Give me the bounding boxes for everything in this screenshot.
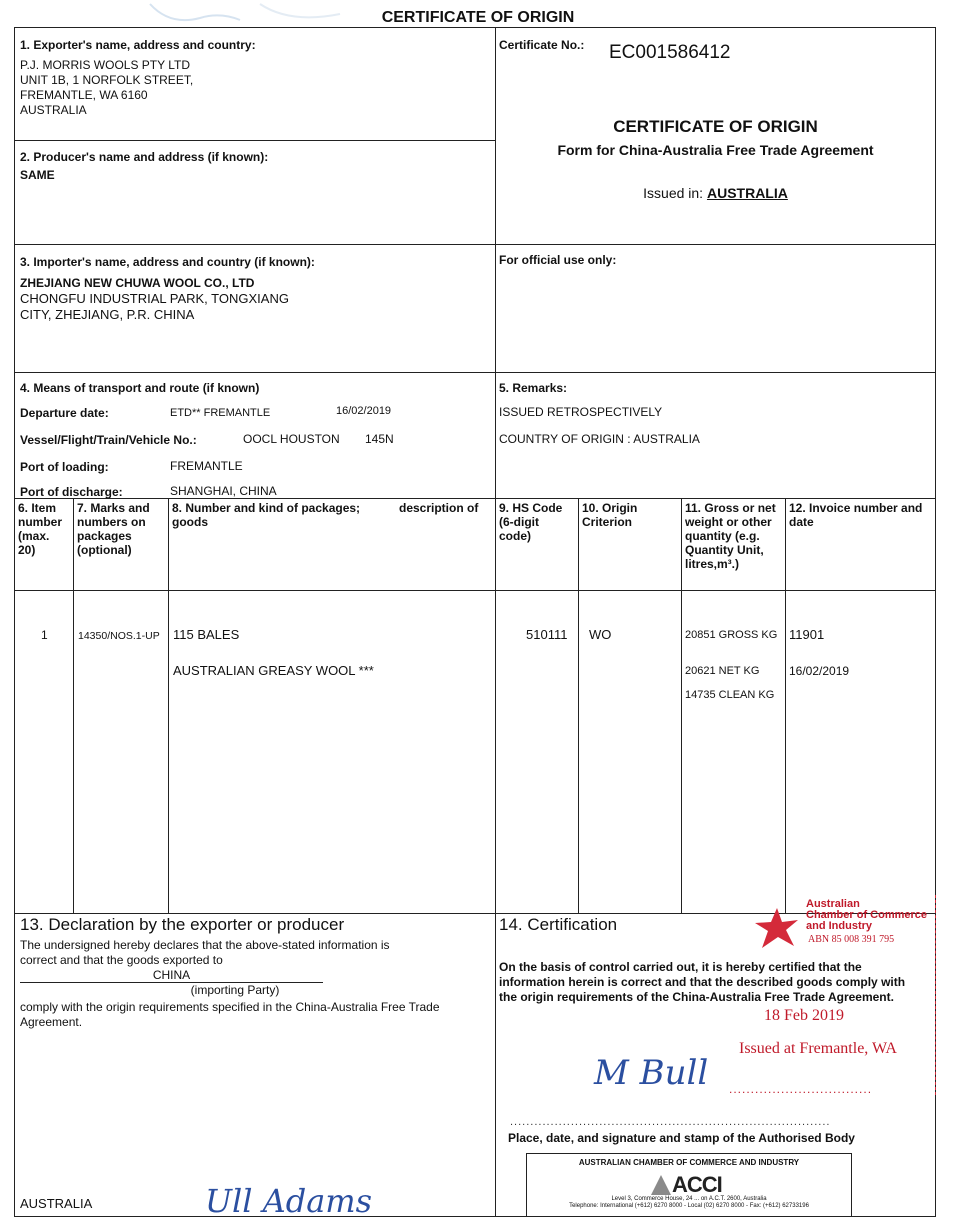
remarks-line: COUNTRY OF ORIGIN : AUSTRALIA	[499, 432, 700, 446]
acci-logo-icon	[650, 1174, 672, 1196]
exporter-line: AUSTRALIA	[20, 103, 87, 117]
dotted-line: .................................	[729, 1082, 873, 1096]
issued-in	[495, 185, 936, 202]
page-title: CERTIFICATE OF ORIGIN	[381, 9, 575, 26]
divider	[495, 27, 496, 503]
authorised-signature: M Bull	[594, 1053, 709, 1093]
certification-date: 18 Feb 2019	[764, 1007, 844, 1024]
discharge-value: SHANGHAI, CHINA	[170, 484, 277, 498]
signature-dotted-line: ...............................................................................	[510, 1116, 831, 1128]
stamp-line: Australian	[806, 898, 860, 910]
item-invoice-date: 16/02/2019	[789, 664, 850, 678]
divider	[681, 498, 682, 913]
certificate-form: Form for China-Australia Free Trade Agreement	[557, 142, 874, 158]
certificate-no-value: EC001586412	[609, 42, 731, 63]
departure-etd: ETD** FREMANTLE	[170, 407, 271, 419]
exporter-line: UNIT 1B, 1 NORFOLK STREET,	[20, 73, 194, 87]
item-clean-weight: 14735 CLEAN KG	[685, 689, 775, 701]
divider	[14, 140, 495, 141]
issued-in-label: Issued in:	[643, 185, 704, 201]
vessel-number: 145N	[365, 432, 394, 446]
divider	[495, 498, 496, 1217]
certification-place-label: Place, date, and signature and stamp of the Authorised Body	[508, 1131, 855, 1145]
certification-heading: 14. Certification	[499, 915, 618, 934]
stamp-line: Chamber of Commerce	[806, 909, 928, 921]
item-criterion: WO	[589, 627, 612, 642]
transport-label: 4. Means of transport and route (if known)	[20, 381, 260, 395]
chamber-star-stamp-icon	[752, 906, 802, 952]
vessel-label: Vessel/Flight/Train/Vehicle No.:	[20, 433, 197, 447]
remarks-label: 5. Remarks:	[499, 381, 568, 395]
column-header-invoice: 12. Invoice number and date	[789, 501, 923, 529]
declaration-heading: 13. Declaration by the exporter or producer	[20, 915, 345, 934]
official-use-label: For official use only:	[499, 253, 617, 267]
importer-label: 3. Importer's name, address and country (if known):	[20, 255, 315, 269]
divider	[73, 498, 74, 913]
item-packages: 115 BALES	[173, 627, 240, 642]
issued-in-value: AUSTRALIA	[706, 185, 788, 201]
remarks-line: ISSUED RETROSPECTIVELY	[499, 405, 663, 419]
acci-logo: ACCI	[650, 1172, 722, 1198]
producer-value: SAME	[20, 168, 55, 182]
column-header-marks: 7. Marks and numbers on packages (optional)	[77, 501, 150, 557]
column-header-weight: 11. Gross or net weight or other quantity (e.g. Quantity Unit, litres,m³.)	[685, 501, 776, 571]
acci-title: AUSTRALIAN CHAMBER OF COMMERCE AND INDUSTRY	[578, 1158, 800, 1167]
declaration-place: AUSTRALIA	[20, 1196, 93, 1211]
importer-line: CHONGFU INDUSTRIAL PARK, TONGXIANG	[20, 291, 289, 306]
column-header-criterion: 10. Origin Criterion	[582, 501, 638, 529]
stamp-line: and Industry	[806, 920, 873, 932]
certificate-heading: CERTIFICATE OF ORIGIN	[613, 117, 818, 136]
column-header-item: 6. Item number (max. 20)	[18, 501, 63, 557]
declaration-country: CHINA	[20, 968, 323, 983]
exporter-line: P.J. MORRIS WOOLS PTY LTD	[20, 58, 191, 72]
declaration-line: The undersigned hereby declares that the above-stated information is	[20, 938, 390, 952]
column-header-hs-code: 9. HS Code (6-digit code)	[499, 501, 563, 543]
declaration-line: Agreement.	[20, 1015, 83, 1029]
exporter-label: 1. Exporter's name, address and country:	[20, 38, 256, 52]
producer-label: 2. Producer's name and address (if known):	[20, 150, 269, 164]
certification-line: On the basis of control carried out, it is hereby certified that the	[499, 960, 862, 974]
divider	[14, 498, 936, 499]
exporter-line: FREMANTLE, WA 6160	[20, 88, 148, 102]
stamp-abn: ABN 85 008 391 795	[808, 934, 895, 945]
certification-line: the origin requirements of the China-Australia Free Trade Agreement.	[499, 990, 894, 1004]
departure-date: 16/02/2019	[336, 405, 392, 417]
item-marks: 14350/NOS.1-UP	[78, 630, 160, 642]
divider	[14, 372, 936, 373]
divider	[578, 498, 579, 913]
column-header-packages: 8. Number and kind of packages;	[172, 501, 361, 515]
divider	[168, 498, 169, 913]
importer-name: ZHEJIANG NEW CHUWA WOOL CO., LTD	[20, 276, 255, 290]
stamp-edge	[935, 895, 936, 1095]
item-description: AUSTRALIAN GREASY WOOL ***	[173, 663, 374, 678]
acci-address: Level 3, Commerce House, 24 ... on A.C.T. 2600, Australia	[611, 1196, 767, 1202]
declaration-line: comply with the origin requirements specified in the China-Australia Free Trade	[20, 1000, 440, 1014]
divider	[14, 590, 936, 591]
divider	[785, 498, 786, 913]
acci-phone: Telephone: International (+612) 6270 8000 - Local (02) 6270 8000 - Fax: (+612) 62733196	[569, 1203, 809, 1209]
item-number: 1	[41, 628, 48, 642]
certification-issued-at: Issued at Fremantle, WA	[739, 1040, 897, 1057]
declaration-line: correct and that the goods exported to	[20, 953, 223, 967]
column-header-description: description of	[399, 501, 479, 515]
certificate-frame	[14, 27, 936, 1220]
vessel-name: OOCL HOUSTON	[243, 432, 340, 446]
certificate-no-label: Certificate No.:	[499, 38, 585, 52]
declaration-party: (importing Party)	[190, 983, 280, 997]
loading-value: FREMANTLE	[170, 459, 243, 473]
departure-label: Departure date:	[20, 406, 109, 420]
item-hs-code: 510111	[526, 627, 568, 642]
loading-label: Port of loading:	[20, 460, 109, 474]
importer-line: CITY, ZHEJIANG, P.R. CHINA	[20, 307, 195, 322]
item-gross-weight: 20851 GROSS KG	[685, 629, 778, 641]
item-invoice-number: 11901	[789, 627, 825, 642]
certification-line: information herein is correct and that the described goods comply with	[499, 975, 906, 989]
discharge-label: Port of discharge:	[20, 485, 123, 499]
item-net-weight: 20621 NET KG	[685, 665, 760, 677]
column-header-goods: goods	[172, 515, 208, 529]
divider	[14, 244, 936, 245]
exporter-signature: Ull Adams	[205, 1182, 373, 1220]
